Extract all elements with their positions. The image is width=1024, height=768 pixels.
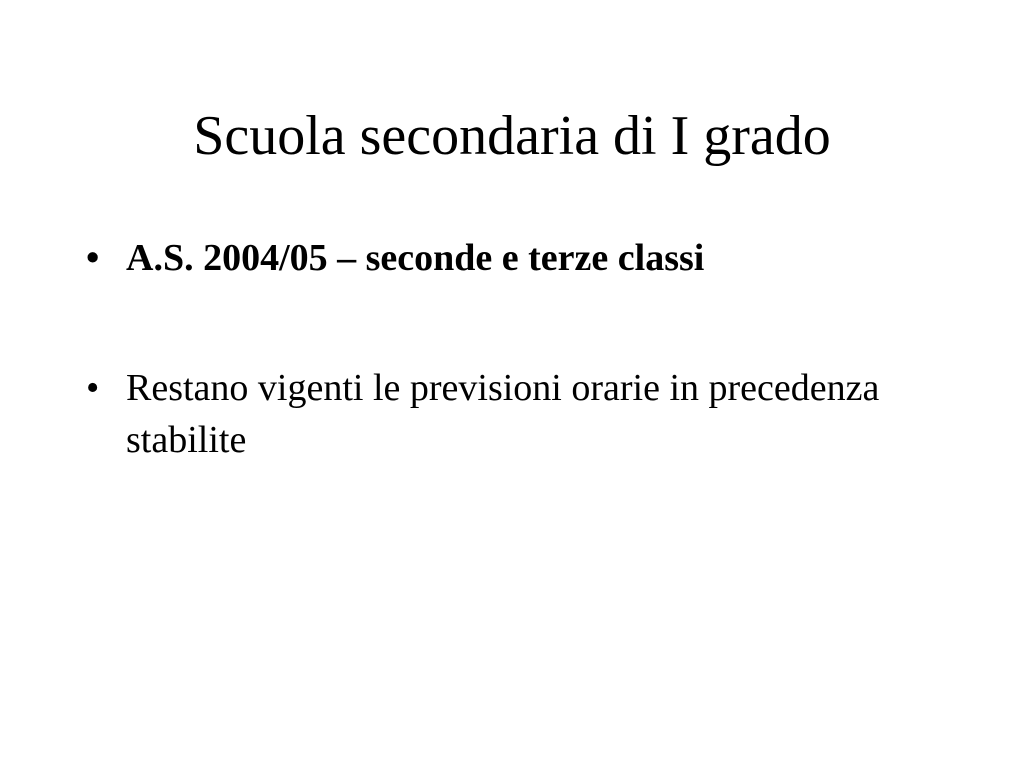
bullet-marker: • [86, 237, 100, 279]
bullet-text: A.S. 2004/05 – seconde e terze classi [126, 237, 705, 279]
slide-title: Scuola secondaria di I grado [193, 105, 831, 167]
bullet-text: Restano vigenti le previsioni orarie in precedenza stabilite [126, 367, 880, 461]
bullet-item-schedule [86, 362, 946, 466]
bullet-marker: • [86, 367, 100, 409]
bullet-list [86, 232, 946, 466]
bullet-item-school-year [86, 232, 946, 284]
